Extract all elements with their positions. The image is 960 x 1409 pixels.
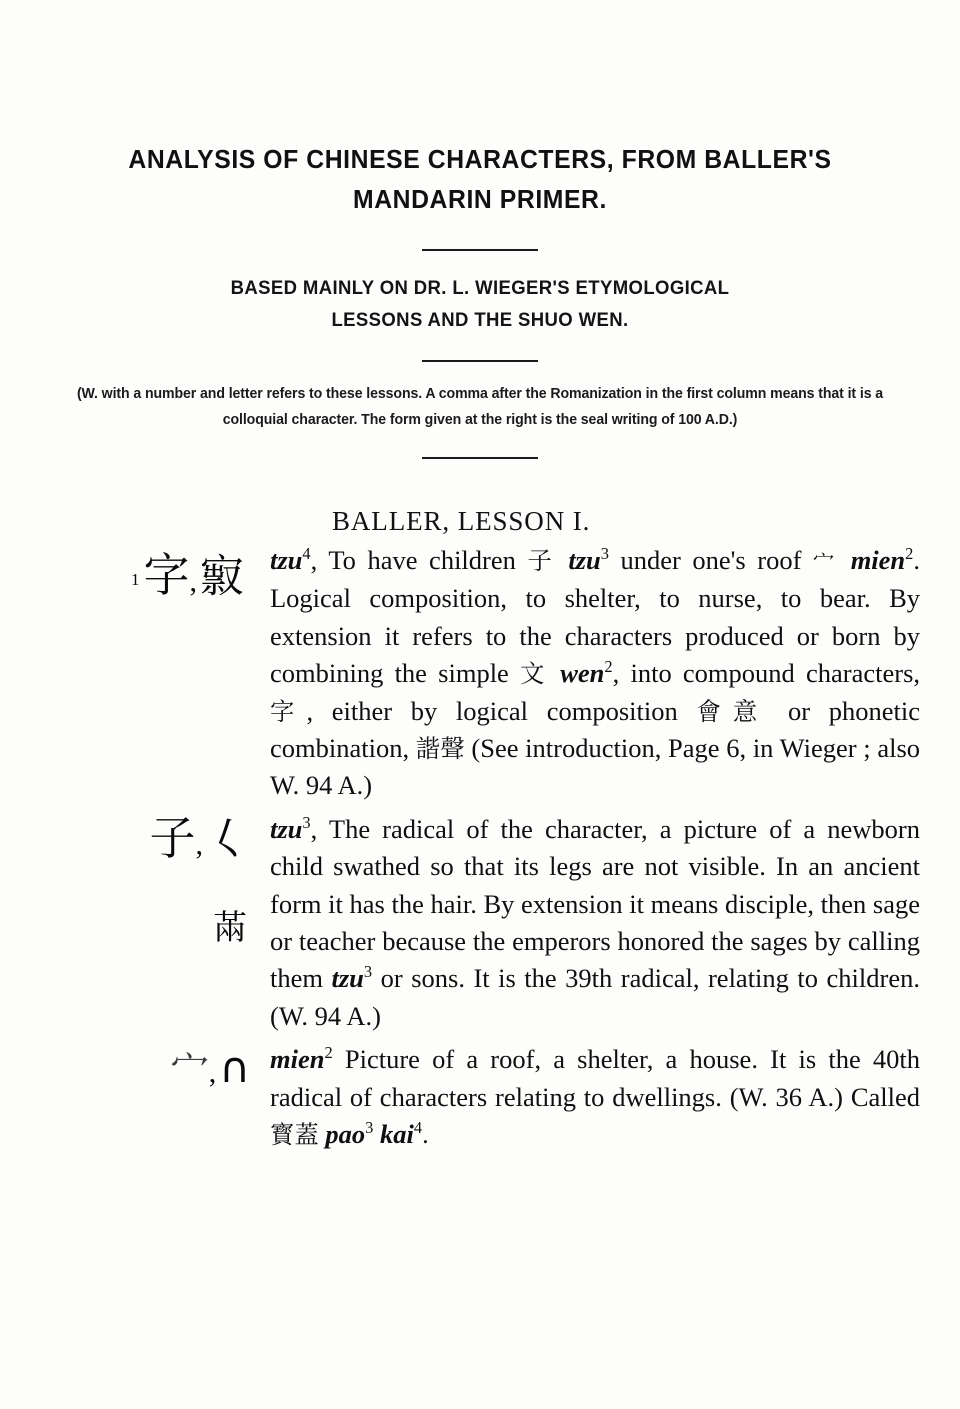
entry-1-tone: 4 [302,544,311,564]
entry-1-character: 字 [143,548,190,602]
entry-1-inline-tone-2: 2 [905,544,914,564]
entry-3-separator: , [208,1056,217,1090]
masthead [0,140,960,459]
entry-3-romanization: mien [270,1044,325,1075]
entry-2-inline-rom-1: tzu [331,963,364,994]
entry-1-text-5: , either by logical composition [306,695,697,726]
entry-1-glyph-column [44,548,244,602]
entry-3-glyph-column [60,1043,250,1093]
entry-2-glyph-column [60,810,250,865]
entry-1-text-4: , into compound characters, [612,658,921,689]
entry-1 [0,542,960,805]
page-title-line-1: ANALYSIS OF CHINESE CHARACTERS, FROM BALLER'S [128,146,832,174]
entry-2-character: 子 [149,810,196,865]
entry-1-separator: , [189,565,197,598]
explanatory-note: (W. with a number and letter refers to these lessons. A comma after the Romanization in the first column means that it is a colloquial character. The form given at the right is the seal writing of 100 A.D.) [76,385,884,428]
entry-2-separator: , [195,827,203,861]
entry-3-inline-rom-2: kai [379,1119,414,1150]
entry-1-inline-char-5: 會意 [696,696,770,726]
divider-rule-1 [422,249,538,251]
entry-3-body [270,1041,920,1153]
entry-1-text-3: . Logical composition, to shelter, to nurse, to bear. By extension it refers to the characters produced or born by combining the simple [270,545,921,689]
entry-2-text-2: or sons. It is the 39th radical, relating to children. (W. 94 A.) [270,963,920,1031]
page-subtitle-line-1: BASED MAINLY ON DR. L. WIEGER'S ETYMOLOGICAL [230,277,730,299]
entry-2-seal-form: 𡿨 [206,813,250,865]
entry-2-body [270,811,920,1035]
entry-1-seal-form: 㝮 [200,551,244,602]
entry-3-inline-rom-1: pao [325,1119,366,1150]
entry-2-ancient-form: 㒼 [213,907,247,948]
divider-rule-3 [422,457,538,459]
entry-1-inline-char-6: 諧聲 [415,734,465,764]
entry-2-inline-tone-1: 3 [363,962,373,982]
entry-3-text-1: Picture of a roof, a shelter, a house. It is the 40th radical of characters relating to dwellings. (W. 36 A.) Called [270,1044,920,1112]
entry-1-text-6: or phonetic combination, [270,695,921,764]
entry-3-inline-tone-2: 4 [413,1118,423,1138]
entry-1-text-7: (See introduction, Page 6, in Wieger ; also W. 94 A.) [270,733,921,801]
entry-3 [0,1041,960,1153]
page-title [14,140,945,220]
entry-1-text-1: , To have children [310,545,528,575]
page-subtitle [24,272,936,336]
entry-2-romanization: tzu [270,813,303,844]
entry-1-inline-glyph-2: 宀 [813,549,840,574]
entry-1-inline-rom-1: tzu [568,545,601,575]
entry-3-inline-char-1: 寳蓋 [270,1120,319,1150]
entry-1-inline-rom-2: mien [850,545,906,575]
lesson-heading: BALLER, LESSON I. [332,506,591,536]
entry-1-number: 1 [131,569,140,589]
entry-1-inline-rom-3: wen [560,658,605,689]
entry-2 [0,811,960,1035]
entry-3-seal-form: ∩ [219,1043,250,1093]
entry-1-text-2: under one's roof [608,545,813,575]
entry-3-character: 宀 [170,1047,209,1092]
entry-1-inline-tone-3: 2 [604,657,613,677]
entry-3-text-2: . [422,1119,429,1150]
entry-1-body [270,542,920,805]
entry-2-tone: 3 [302,813,311,833]
entry-3-inline-tone-1: 3 [365,1118,374,1138]
entry-2-text-1: , The radical of the character, a picture of a newborn child swathed so that its legs are not visible. In an ancient form it has the hair. By extension it means disciple, then sage or teacher because the emperors honored the sages by calling them [270,813,920,994]
entry-1-inline-char-4: 字 [270,696,307,726]
divider-rule-2 [422,360,538,362]
entry-3-tone: 2 [324,1043,333,1063]
entry-list [0,542,960,1160]
page-subtitle-line-2: LESSONS AND THE SHUO WEN. [331,309,629,331]
page-title-line-2: MANDARIN PRIMER. [353,186,607,214]
entry-1-inline-char-1: 子 [527,546,557,575]
entry-1-inline-char-3: 文 [520,659,549,689]
entry-1-inline-tone-1: 3 [600,544,609,564]
entry-1-romanization: tzu [270,545,303,575]
